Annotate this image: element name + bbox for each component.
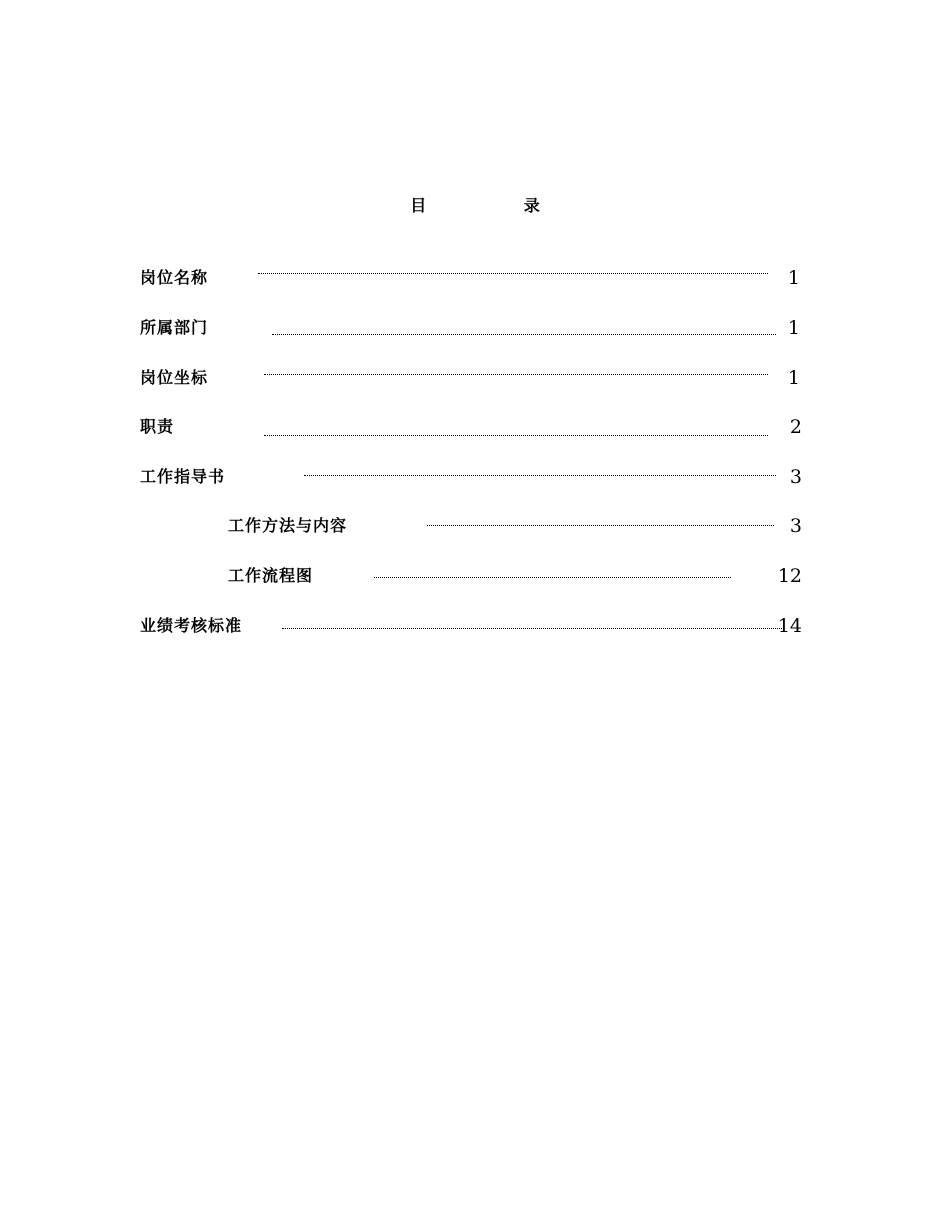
toc-leader bbox=[264, 374, 768, 375]
toc-entry[interactable] bbox=[140, 465, 802, 489]
toc-entry-page: 3 bbox=[789, 515, 802, 537]
toc-entry-label: 职责 bbox=[140, 417, 175, 436]
toc-title: 目 录 bbox=[410, 196, 586, 215]
toc-leader bbox=[304, 475, 776, 476]
toc-entry-page: 2 bbox=[789, 416, 802, 438]
toc-entry[interactable] bbox=[140, 614, 802, 638]
toc-leader bbox=[374, 577, 731, 578]
toc-subentry[interactable] bbox=[228, 564, 802, 588]
toc-entry-label: 工作方法与内容 bbox=[228, 516, 348, 535]
toc-entry[interactable] bbox=[140, 366, 802, 390]
toc-entry[interactable] bbox=[140, 415, 802, 439]
toc-entry-page: 3 bbox=[789, 466, 802, 488]
toc-entry-label: 岗位坐标 bbox=[140, 368, 209, 387]
toc-leader bbox=[272, 334, 776, 335]
toc-entry-label: 岗位名称 bbox=[140, 268, 209, 287]
toc-entry-label: 业绩考核标准 bbox=[140, 616, 243, 635]
toc-entry-page: 1 bbox=[787, 367, 800, 389]
toc-entry-label: 工作指导书 bbox=[140, 467, 226, 486]
toc-subentry[interactable] bbox=[228, 514, 802, 538]
toc-leader bbox=[282, 628, 782, 629]
toc-leader bbox=[427, 525, 774, 526]
toc-entry-label: 所属部门 bbox=[140, 318, 209, 337]
toc-entry[interactable] bbox=[140, 316, 802, 340]
toc-entry-page: 1 bbox=[787, 267, 800, 289]
toc-leader bbox=[264, 435, 768, 436]
toc-leader bbox=[258, 273, 768, 274]
toc-entry[interactable] bbox=[140, 266, 802, 290]
toc-entry-page: 12 bbox=[777, 565, 802, 587]
toc-entry-page: 1 bbox=[787, 317, 800, 339]
toc-entry-page: 14 bbox=[777, 615, 802, 637]
toc-entry-label: 工作流程图 bbox=[228, 566, 314, 585]
